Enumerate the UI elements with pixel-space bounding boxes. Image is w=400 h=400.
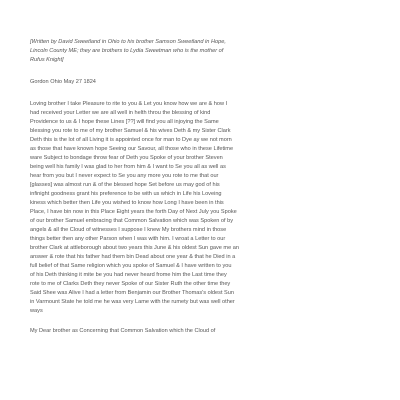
body-line: Providence to us & I hope these Lines [??] will find you all injoying the Same xyxy=(30,119,219,125)
body-line: My Dear brother as Concerning that Common Salvation which the Cloud of xyxy=(30,328,216,334)
body-line: full belief of that Same religion which you spoke of Samuel & I have written to you xyxy=(30,263,232,269)
editorial-note-line: Rufus Knight] xyxy=(30,57,64,63)
letter-dateline: Gordon Ohio May 27 1824 xyxy=(30,79,96,85)
body-line: of his Deth thinking it mite be you had never heard frome him the Last time they xyxy=(30,272,227,278)
letter-body-paragraph-1 xyxy=(30,100,380,316)
editorial-note-line: [Written by David Sweetland in Ohio to his brother Samson Sweetland in Hope, xyxy=(30,39,226,45)
body-line: had received your Letter we are all well in helth throu the blessing of kind xyxy=(30,110,211,116)
body-line: kiness which better then Life you wished to know how Long I have been in this xyxy=(30,200,224,206)
body-line: Deth this is the lot of all Living it is appointed once for man to Dye ay we not morn xyxy=(30,137,232,143)
body-line: hear from you but I never expect to Se you any more you rote to me that our xyxy=(30,173,219,179)
editorial-note-line: Lincoln County ME; they are brothers to Lydia Sweetman who is the mother of xyxy=(30,48,224,54)
letter-body-paragraph-2 xyxy=(30,327,380,336)
body-line: ware Subject to bondage throw fear of Deth you Spoke of your brother Steven xyxy=(30,155,223,161)
body-line: things better then any other Parson when I was with him. I wroat a Letter to our xyxy=(30,236,226,242)
body-line: Place, I have bin now in this Place Eight years the forth Day of Next July you Spoke xyxy=(30,209,237,215)
body-line: ways xyxy=(30,308,43,314)
body-line: Loving brother I take Pleasure to rite to you & Let you know how we are & how I xyxy=(30,101,228,107)
editorial-note xyxy=(30,38,380,65)
body-line: Said Shee was Alive I had a letter from Benjamin our Brother Thomas's oldest Sun xyxy=(30,290,234,296)
body-line: of our brother Samuel embracing that Common Salvation which was Spoken of by xyxy=(30,218,234,224)
body-line: angels & all the Cloud of witnesses I suppose I knew My brothers mind in those xyxy=(30,227,227,233)
body-line: blessing you rote to me of my brother Samuel & his wives Deth & my Sister Clark xyxy=(30,128,231,134)
body-line: as those that have known hope Seeing our Savour, all those who in these Lifetime xyxy=(30,146,234,152)
body-line: infinight goodness grant his preference to be with us which in Life his Loveing xyxy=(30,191,222,197)
body-line: being well his family I was glad to her from him & I want to Se you all as well as xyxy=(30,164,226,170)
body-line: rote to me of Clarks Deth they never Spoke of our Sister Ruth the other time they xyxy=(30,281,231,287)
body-line: in Varmount State he told me he was very Lame with the rumety but was well other xyxy=(30,299,235,305)
body-line: brother Clark at attleborough about two years this June & his oldest Sun gave me an xyxy=(30,245,239,251)
body-line: [glasses] was almost run & of the blessed hope Set before us may god of his xyxy=(30,182,220,188)
body-line: answer & rote that his father had them bin Dead about one year & that he Died in a xyxy=(30,254,236,260)
